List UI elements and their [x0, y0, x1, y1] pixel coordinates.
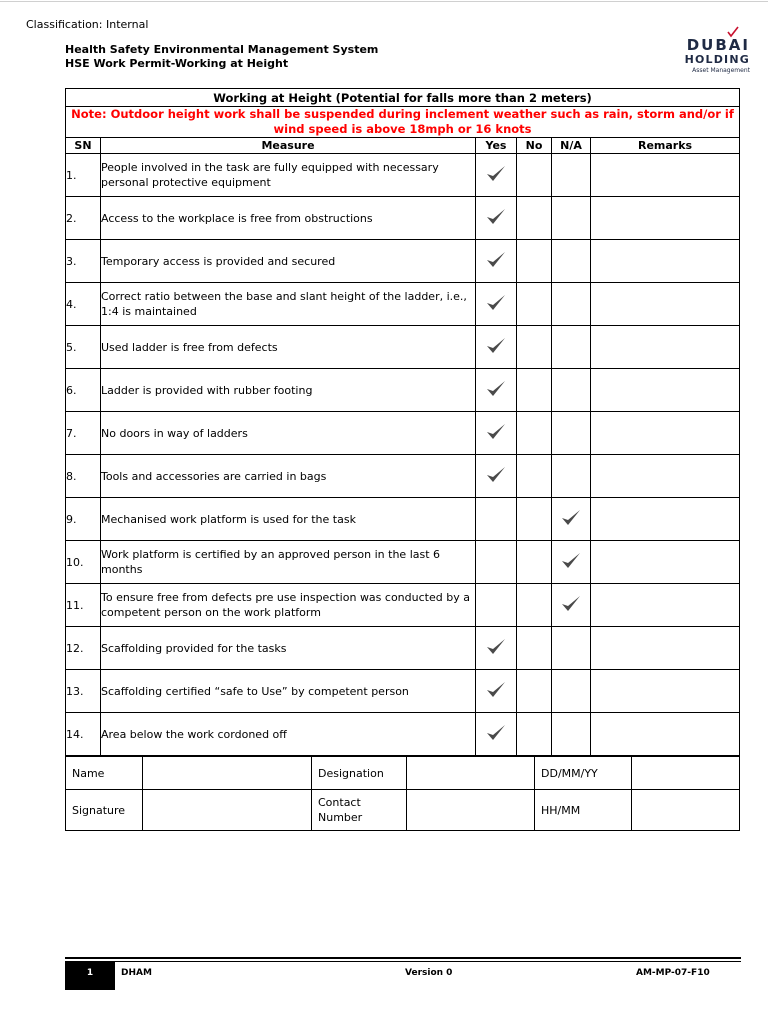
no-cell[interactable]	[517, 498, 552, 541]
checklist-row	[66, 240, 740, 283]
na-cell[interactable]	[552, 455, 591, 498]
designation-label: Designation	[312, 757, 407, 790]
row-sn: 10.	[66, 541, 101, 584]
signature-label: Signature	[66, 790, 143, 831]
row-measure: Temporary access is provided and secured	[101, 240, 476, 283]
contact-number-label: Contact Number	[312, 790, 407, 831]
footer-doc-code: AM-MP-07-F10	[636, 968, 710, 978]
checklist-row	[66, 627, 740, 670]
column-header-remarks: Remarks	[591, 138, 740, 154]
footer-rule-thick	[65, 957, 741, 959]
row-sn: 3.	[66, 240, 101, 283]
logo-line-dubai: DUBAI	[686, 36, 750, 54]
yes-cell[interactable]	[476, 369, 517, 412]
permit-title: HSE Work Permit-Working at Height	[65, 57, 289, 70]
na-cell[interactable]	[552, 498, 591, 541]
remarks-cell[interactable]	[591, 240, 740, 283]
no-cell[interactable]	[517, 541, 552, 584]
row-sn: 9.	[66, 498, 101, 541]
no-cell[interactable]	[517, 455, 552, 498]
na-cell[interactable]	[552, 369, 591, 412]
checkmark-icon	[485, 379, 507, 399]
checkmark-icon	[560, 508, 582, 528]
page-number: 1	[65, 962, 115, 990]
na-cell[interactable]	[552, 627, 591, 670]
remarks-cell[interactable]	[591, 369, 740, 412]
remarks-cell[interactable]	[591, 670, 740, 713]
checkmark-icon	[485, 680, 507, 700]
checklist-row	[66, 713, 740, 756]
row-measure: Mechanised work platform is used for the task	[101, 498, 476, 541]
checklist-title: Working at Height (Potential for falls more than 2 meters)	[66, 89, 740, 107]
working-at-height-checklist	[65, 88, 740, 756]
remarks-cell[interactable]	[591, 627, 740, 670]
checklist-row	[66, 326, 740, 369]
na-cell[interactable]	[552, 670, 591, 713]
checklist-row	[66, 670, 740, 713]
yes-cell[interactable]	[476, 197, 517, 240]
footer-version: Version 0	[405, 968, 453, 978]
row-measure: Correct ratio between the base and slant height of the ladder, i.e., 1:4 is maintained	[101, 283, 476, 326]
yes-cell[interactable]	[476, 713, 517, 756]
weather-note: Note: Outdoor height work shall be suspended during inclement weather such as rain, storm and/or if wind speed is above 18mph or 16 knots	[66, 107, 740, 138]
row-sn: 2.	[66, 197, 101, 240]
remarks-cell[interactable]	[591, 713, 740, 756]
checklist-row	[66, 412, 740, 455]
column-header-yes: Yes	[476, 138, 517, 154]
checklist-row	[66, 455, 740, 498]
row-measure: Scaffolding provided for the tasks	[101, 627, 476, 670]
system-title: Health Safety Environmental Management System	[65, 43, 379, 56]
designation-field[interactable]	[407, 757, 535, 790]
row-sn: 14.	[66, 713, 101, 756]
checklist-row	[66, 541, 740, 584]
signature-field[interactable]	[143, 790, 312, 831]
logo-line-asset-management: Asset Management	[692, 67, 750, 74]
row-measure: Ladder is provided with rubber footing	[101, 369, 476, 412]
row-measure: Scaffolding certified “safe to Use” by competent person	[101, 670, 476, 713]
no-cell[interactable]	[517, 584, 552, 627]
row-measure: Access to the workplace is free from obstructions	[101, 197, 476, 240]
checklist-row	[66, 498, 740, 541]
remarks-cell[interactable]	[591, 498, 740, 541]
checkmark-icon	[485, 164, 507, 184]
yes-cell[interactable]	[476, 541, 517, 584]
row-sn: 7.	[66, 412, 101, 455]
signoff-table	[65, 756, 740, 831]
date-field[interactable]	[632, 757, 740, 790]
row-sn: 8.	[66, 455, 101, 498]
row-measure: No doors in way of ladders	[101, 412, 476, 455]
row-measure: Area below the work cordoned off	[101, 713, 476, 756]
checkmark-icon	[485, 422, 507, 442]
time-field[interactable]	[632, 790, 740, 831]
na-cell[interactable]	[552, 154, 591, 197]
dubai-holding-logo	[660, 26, 750, 78]
checklist-row	[66, 369, 740, 412]
row-measure: People involved in the task are fully equipped with necessary personal protective equipment	[101, 154, 476, 197]
no-cell[interactable]	[517, 670, 552, 713]
na-cell[interactable]	[552, 240, 591, 283]
row-sn: 12.	[66, 627, 101, 670]
remarks-cell[interactable]	[591, 326, 740, 369]
row-sn: 5.	[66, 326, 101, 369]
na-cell[interactable]	[552, 412, 591, 455]
checkmark-icon	[485, 336, 507, 356]
column-header-sn: SN	[66, 138, 101, 154]
row-measure: Tools and accessories are carried in bags	[101, 455, 476, 498]
checkmark-icon	[485, 207, 507, 227]
yes-cell[interactable]	[476, 412, 517, 455]
remarks-cell[interactable]	[591, 412, 740, 455]
yes-cell[interactable]	[476, 283, 517, 326]
contact-number-field[interactable]	[407, 790, 535, 831]
name-label: Name	[66, 757, 143, 790]
column-header-no: No	[517, 138, 552, 154]
remarks-cell[interactable]	[591, 154, 740, 197]
column-header-measure: Measure	[101, 138, 476, 154]
no-cell[interactable]	[517, 283, 552, 326]
name-field[interactable]	[143, 757, 312, 790]
checkmark-icon	[485, 723, 507, 743]
no-cell[interactable]	[517, 412, 552, 455]
checkmark-icon	[485, 293, 507, 313]
time-label: HH/MM	[535, 790, 632, 831]
na-cell[interactable]	[552, 541, 591, 584]
no-cell[interactable]	[517, 369, 552, 412]
footer-org: DHAM	[121, 968, 152, 978]
top-border-line	[0, 1, 768, 2]
remarks-cell[interactable]	[591, 197, 740, 240]
no-cell[interactable]	[517, 326, 552, 369]
checklist-row	[66, 154, 740, 197]
footer-rule-thin	[65, 961, 741, 962]
row-sn: 1.	[66, 154, 101, 197]
row-sn: 11.	[66, 584, 101, 627]
date-label: DD/MM/YY	[535, 757, 632, 790]
no-cell[interactable]	[517, 197, 552, 240]
no-cell[interactable]	[517, 627, 552, 670]
classification-label: Classification: Internal	[26, 18, 149, 31]
yes-cell[interactable]	[476, 670, 517, 713]
yes-cell[interactable]	[476, 627, 517, 670]
na-cell[interactable]	[552, 283, 591, 326]
remarks-cell[interactable]	[591, 584, 740, 627]
checkmark-icon	[560, 594, 582, 614]
row-measure: Work platform is certified by an approved person in the last 6 months	[101, 541, 476, 584]
no-cell[interactable]	[517, 713, 552, 756]
remarks-cell[interactable]	[591, 283, 740, 326]
checkmark-icon	[560, 551, 582, 571]
checkmark-icon	[485, 465, 507, 485]
yes-cell[interactable]	[476, 498, 517, 541]
checkmark-icon	[485, 637, 507, 657]
row-sn: 4.	[66, 283, 101, 326]
no-cell[interactable]	[517, 154, 552, 197]
yes-cell[interactable]	[476, 326, 517, 369]
na-cell[interactable]	[552, 326, 591, 369]
checklist-row	[66, 283, 740, 326]
column-header-na: N/A	[552, 138, 591, 154]
row-measure: Used ladder is free from defects	[101, 326, 476, 369]
na-cell[interactable]	[552, 584, 591, 627]
row-measure: To ensure free from defects pre use inspection was conducted by a competent person on the work platform	[101, 584, 476, 627]
na-cell[interactable]	[552, 713, 591, 756]
yes-cell[interactable]	[476, 240, 517, 283]
row-sn: 13.	[66, 670, 101, 713]
yes-cell[interactable]	[476, 584, 517, 627]
logo-line-holding: HOLDING	[684, 53, 750, 66]
row-sn: 6.	[66, 369, 101, 412]
na-cell[interactable]	[552, 197, 591, 240]
yes-cell[interactable]	[476, 455, 517, 498]
checklist-row	[66, 584, 740, 627]
checkmark-icon	[485, 250, 507, 270]
checklist-row	[66, 197, 740, 240]
yes-cell[interactable]	[476, 154, 517, 197]
remarks-cell[interactable]	[591, 455, 740, 498]
remarks-cell[interactable]	[591, 541, 740, 584]
no-cell[interactable]	[517, 240, 552, 283]
